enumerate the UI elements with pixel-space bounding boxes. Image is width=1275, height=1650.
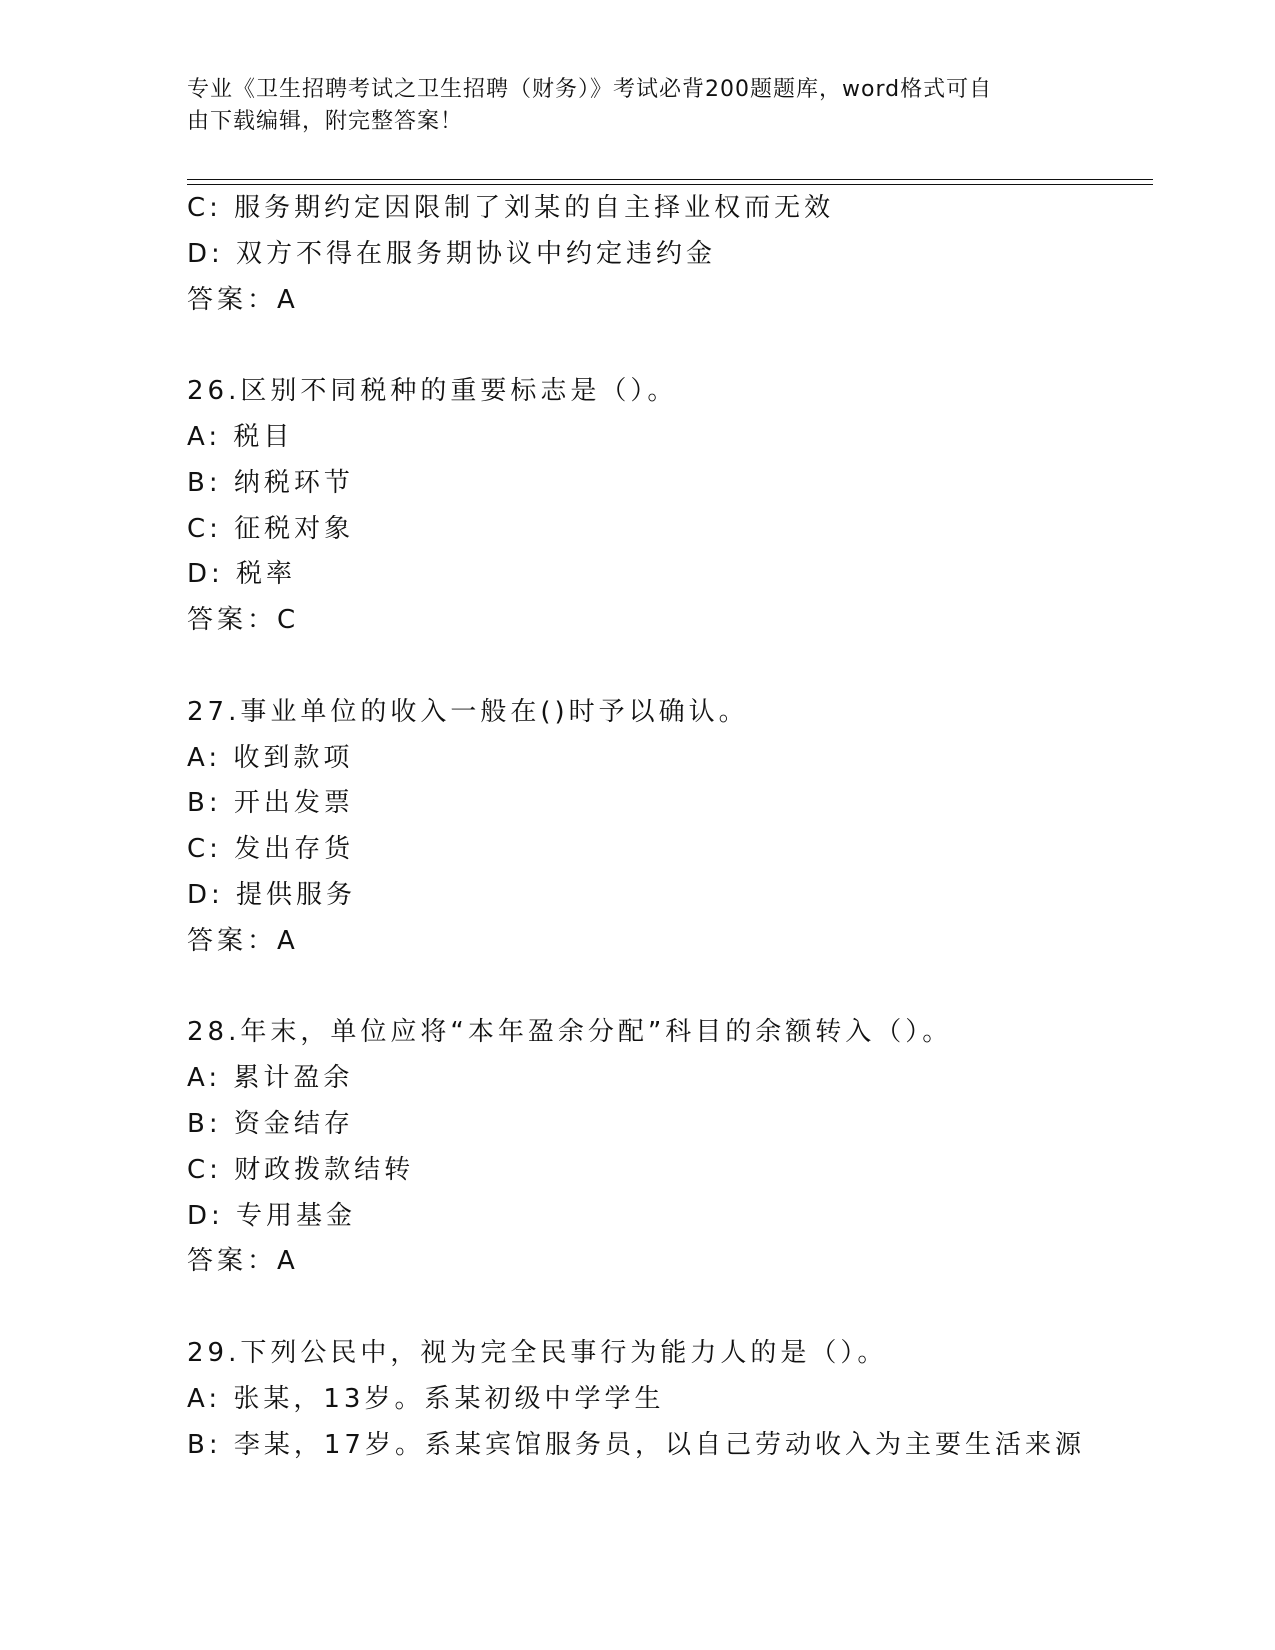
- option-a: A: 张某，13岁。系某初级中学学生: [187, 1383, 665, 1414]
- answer-line: 答案：A: [187, 284, 299, 315]
- option-d: D: 提供服务: [187, 879, 357, 910]
- answer-line: 答案：A: [187, 925, 299, 956]
- spacer: [187, 1285, 1147, 1331]
- spacer: [187, 644, 1147, 690]
- option-c: C: 征税对象: [187, 513, 355, 544]
- question-stem: 29.下列公民中，视为完全民事行为能力人的是（）。: [187, 1337, 888, 1368]
- option-a: A: 累计盈余: [187, 1063, 354, 1094]
- header-line-1: 专业《卫生招聘考试之卫生招聘（财务）》考试必背200题题库，word格式可自: [187, 77, 993, 102]
- option-c: C: 服务期约定因限制了刘某的自主择业权而无效: [187, 193, 835, 223]
- option-c: C: 发出存货: [187, 834, 355, 865]
- document-header: [187, 74, 1067, 138]
- spacer: [187, 965, 1147, 1011]
- answer-line: 答案：C: [187, 605, 300, 636]
- option-d: D: 双方不得在服务期协议中约定违约金: [187, 238, 717, 269]
- spacer: [187, 323, 1147, 369]
- question-stem: 28.年末，单位应将“本年盈余分配”科目的余额转入（）。: [187, 1017, 953, 1048]
- option-b: B: 开出发票: [187, 788, 354, 819]
- header-divider-bottom: [187, 184, 1153, 185]
- header-divider-top: [187, 179, 1153, 180]
- option-b: B: 李某，17岁。系某宾馆服务员，以自己劳动收入为主要生活来源: [187, 1429, 1085, 1460]
- option-d: D: 专用基金: [187, 1200, 357, 1231]
- question-list: [187, 186, 1147, 1468]
- option-d: D: 税率: [187, 559, 297, 590]
- answer-line: 答案：A: [187, 1246, 299, 1277]
- option-b: B: 纳税环节: [187, 467, 354, 498]
- question-stem: 26.区别不同税种的重要标志是（）。: [187, 376, 678, 407]
- option-a: A: 税目: [187, 421, 294, 452]
- option-b: B: 资金结存: [187, 1108, 354, 1139]
- question-stem: 27.事业单位的收入一般在()时予以确认。: [187, 696, 749, 727]
- option-c: C: 财政拨款结转: [187, 1154, 415, 1185]
- option-a: A: 收到款项: [187, 742, 354, 773]
- header-line-2: 由下载编辑，附完整答案！: [187, 109, 464, 134]
